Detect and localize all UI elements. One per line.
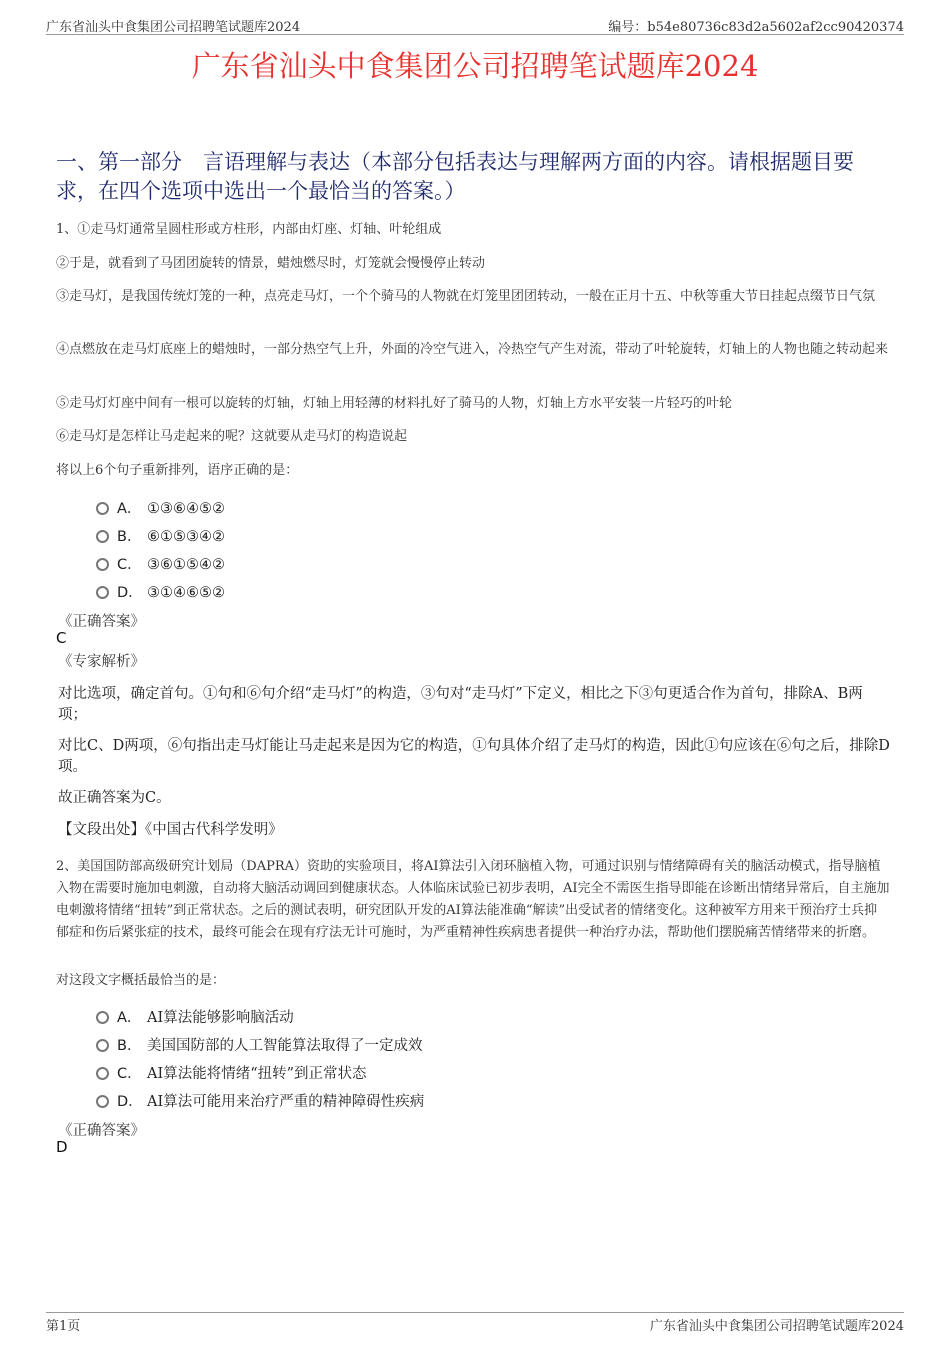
q1-analysis-1: 对比选项，确定首句。①句和⑥句介绍“走马灯”的构造，③句对“走马灯”下定义，相比之下③句更适合作为首句，排除A、B两项； (58, 686, 863, 723)
q1-option-d[interactable]: D． ③①④⑥⑤② (96, 581, 225, 602)
q1-option-c[interactable]: C． ③⑥①⑤④② (96, 553, 225, 574)
q1-analysis-3: 故正确答案为C。 (58, 790, 171, 806)
q2-prompt: 对这段文字概括最恰当的是： (56, 973, 226, 988)
document-title: 广东省汕头中食集团公司招聘笔试题库2024 (191, 49, 759, 83)
q1-sentence-1: 1、①走马灯通常呈圆柱形或方柱形，内部由灯座、灯轴、叶轮组成 (56, 222, 442, 237)
header-doc-id: 编号：b54e80736c83d2a5602af2cc90420374 (608, 20, 904, 35)
section-heading: 一、第一部分 言语理解与表达（本部分包括表达与理解两方面的内容。请根据题目要求，在四个选项中选出一个最恰当的答案。） (56, 150, 854, 203)
header-title: 广东省汕头中食集团公司招聘笔试题库2024 (46, 20, 301, 35)
radio-icon[interactable] (96, 1095, 109, 1108)
radio-icon[interactable] (96, 558, 109, 571)
q1-sentence-5: ⑤走马灯灯座中间有一根可以旋转的灯轴，灯轴上用轻薄的材料扎好了骑马的人物，灯轴上方水平安装一片轻巧的叶轮 (56, 396, 733, 411)
q1-source: 【文段出处】《中国古代科学发明》 (58, 822, 283, 838)
radio-icon[interactable] (96, 530, 109, 543)
q2-answer: D (56, 1138, 68, 1156)
q1-option-a[interactable]: A． ①③⑥④⑤② (96, 497, 225, 518)
q2-option-b[interactable]: B． 美国国防部的人工智能算法取得了一定成效 (96, 1034, 423, 1055)
q2-stem: 2、美国国防部高级研究计划局（DAPRA）资助的实验项目，将AI算法引入闭环脑植入物，可通过识别与情绪障碍有关的脑活动模式，指导脑植入物在需要时施加电刺激，自动将大脑活动调回到健康状态。人体临床试验已初步表明，AI完全不需医生指导即能在诊断出情绪异常后，自主施加电刺激将情绪“扭转”到正常状态。之后的测试表明，研究团队开发的AI算法能准确“解读”出受试者的情绪变化。这种被军方用来干预治疗士兵抑郁症和伤后紧张症的技术，最终可能会在现有疗法无计可施时，为严重精神性疾病患者提供一种治疗办法，帮助他们摆脱痛苦情绪带来的折磨。 (56, 859, 890, 940)
page-number: 第1页 (46, 1319, 81, 1334)
q1-sentence-2: ②于是，就看到了马团团旋转的情景，蜡烛燃尽时，灯笼就会慢慢停止转动 (56, 256, 486, 271)
page-footer (46, 1312, 904, 1334)
radio-icon[interactable] (96, 1039, 109, 1052)
radio-icon[interactable] (96, 1067, 109, 1080)
q1-sentence-3: ③走马灯，是我国传统灯笼的一种，点亮走马灯，一个个骑马的人物就在灯笼里团团转动，一般在正月十五、中秋等重大节日挂起点缀节日气氛 (56, 289, 876, 304)
q2-answer-label: 《正确答案》 (58, 1123, 145, 1139)
q2-option-c[interactable]: C． AI算法能将情绪“扭转”到正常状态 (96, 1062, 367, 1083)
q1-answer-label: 《正确答案》 (58, 614, 145, 630)
q1-analysis-2: 对比C、D两项，⑥句指出走马灯能让马走起来是因为它的构造，①句具体介绍了走马灯的构造，因此①句应该在⑥句之后，排除D项。 (58, 738, 890, 775)
q1-analysis-label: 《专家解析》 (58, 654, 145, 670)
radio-icon[interactable] (96, 1011, 109, 1024)
footer-title: 广东省汕头中食集团公司招聘笔试题库2024 (649, 1319, 904, 1334)
q1-prompt: 将以上6个句子重新排列，语序正确的是： (56, 463, 299, 478)
radio-icon[interactable] (96, 586, 109, 599)
q2-option-d[interactable]: D． AI算法可能用来治疗严重的精神障碍性疾病 (96, 1090, 424, 1111)
q1-sentence-4: ④点燃放在走马灯底座上的蜡烛时，一部分热空气上升，外面的冷空气进入，冷热空气产生对流，带动了叶轮旋转，灯轴上的人物也随之转动起来 (56, 342, 889, 357)
q1-option-b[interactable]: B． ⑥①⑤③④② (96, 525, 225, 546)
radio-icon[interactable] (96, 502, 109, 515)
q1-sentence-6: ⑥走马灯是怎样让马走起来的呢？这就要从走马灯的构造说起 (56, 429, 408, 444)
q1-answer: C (56, 629, 67, 647)
q2-option-a[interactable]: A． AI算法能够影响脑活动 (96, 1006, 294, 1027)
page-header (46, 14, 904, 35)
